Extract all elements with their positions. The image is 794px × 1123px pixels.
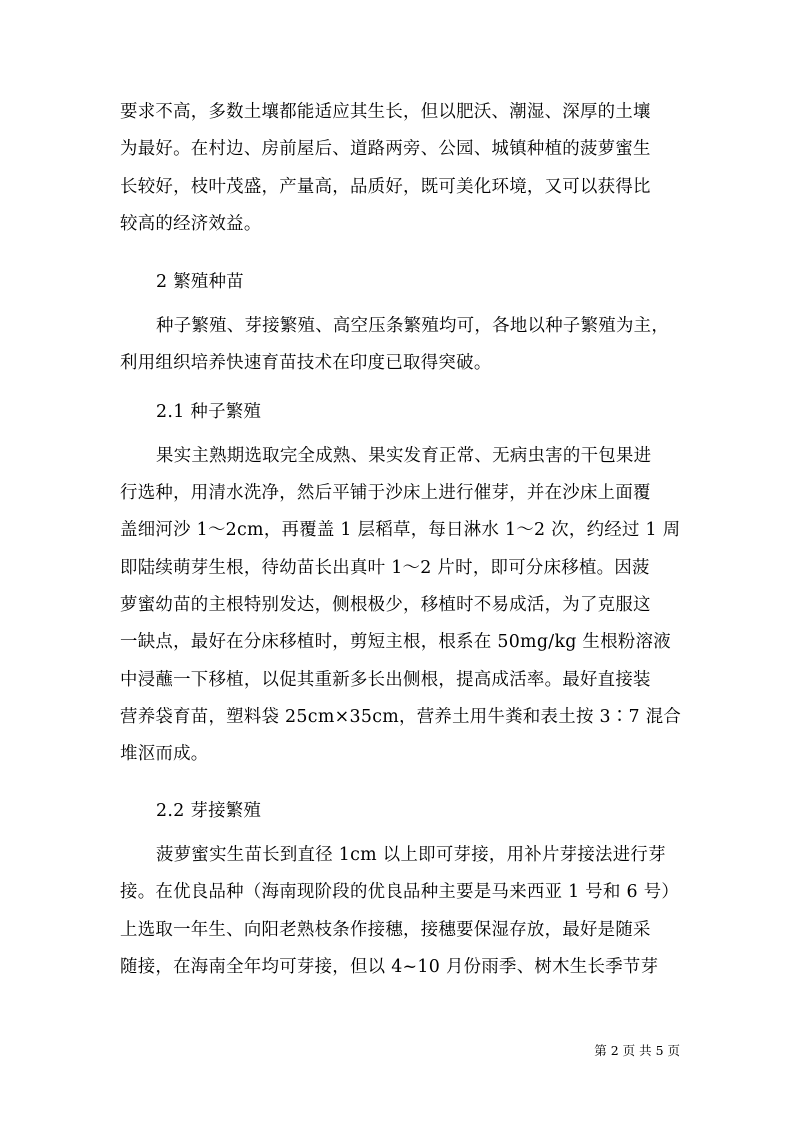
section-heading: 2.2 芽接繁殖 <box>156 801 262 821</box>
text-line: 果实主熟期选取完全成熟、果实发育正常、无病虫害的干包果进 <box>156 446 652 466</box>
text-line: 为最好。在村边、房前屋后、道路两旁、公园、城镇种植的菠萝蜜生 <box>120 139 651 159</box>
text-line: 接。在优良品种（海南现阶段的优良品种主要是马来西亚 1 号和 6 号） <box>120 882 680 902</box>
section-heading: 2 繁殖种苗 <box>156 272 244 292</box>
section-heading: 2.1 种子繁殖 <box>156 402 262 422</box>
text-line: 萝蜜幼苗的主根特别发达，侧根极少，移植时不易成活，为了克服这 <box>120 595 651 615</box>
text-line: 长较好，枝叶茂盛，产量高，品质好，既可美化环境，又可以获得比 <box>120 177 651 197</box>
page-number: 第 2 页 共 5 页 <box>594 1043 680 1058</box>
text-line: 菠萝蜜实生苗长到直径 1cm 以上即可芽接，用补片芽接法进行芽 <box>156 845 666 865</box>
text-line: 随接，在海南全年均可芽接，但以 4~10 月份雨季、树木生长季节芽 <box>120 957 659 977</box>
text-line: 要求不高，多数土壤都能适应其生长，但以肥沃、潮湿、深厚的土壤 <box>120 102 651 122</box>
text-line: 一缺点，最好在分床移植时，剪短主根，根系在 50mg/kg 生根粉溶液 <box>120 632 671 652</box>
text-line: 中浸蘸一下移植，以促其重新多长出侧根，提高成活率。最好直接装 <box>120 670 651 690</box>
text-line: 较高的经济效益。 <box>120 214 262 234</box>
text-line: 营养袋育苗，塑料袋 25cm×35cm，营养土用牛粪和表土按 3∶7 混合 <box>120 707 682 727</box>
text-line: 行选种，用清水洗净，然后平铺于沙床上进行催芽，并在沙床上面覆 <box>120 483 651 503</box>
text-line: 堆沤而成。 <box>120 744 209 764</box>
text-line: 种子繁殖、芽接繁殖、高空压条繁殖均可，各地以种子繁殖为主， <box>156 316 670 336</box>
text-line: 利用组织培养快速育苗技术在印度已取得突破。 <box>120 353 492 373</box>
text-line: 盖细河沙 1～2cm，再覆盖 1 层稻草，每日淋水 1～2 次，约经过 1 周 <box>120 520 681 540</box>
text-line: 上选取一年生、向阳老熟枝条作接穗，接穗要保湿存放，最好是随采 <box>120 920 651 940</box>
text-line: 即陆续萌芽生根，待幼苗长出真叶 1～2 片时，即可分床移植。因菠 <box>120 558 650 578</box>
